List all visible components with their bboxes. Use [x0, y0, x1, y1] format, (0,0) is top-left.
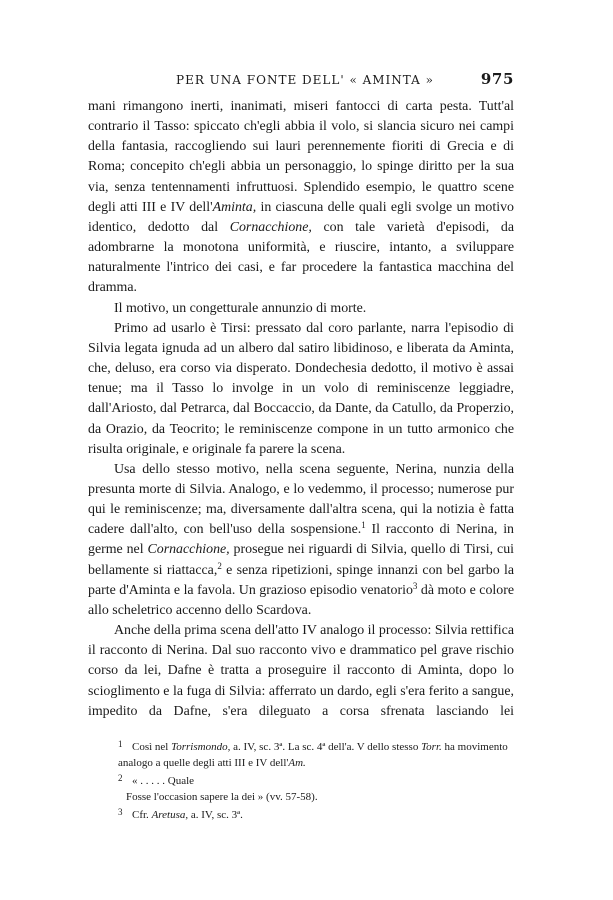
title-torrismondo: Torrismondo, [171, 741, 231, 753]
footnote-number: 1 [118, 739, 123, 749]
paragraph-1-text-a: mani rimangono inerti, inanimati, miseri fantocci di carta pesta. Tutt'al contrario il Tasso: spiccato ch'egli abbia il volo, si slancia sicuro nei campi della fantasia, raccogliendo sui lauri perennemente fioriti di Grecia e di Roma; concepito ch'egli abbia un personaggio, lo spinge diritto per la sua via, senza tentennamenti infruttuosi. Splendido esempio, le quattro scene degli atti III e IV dell' [88, 99, 514, 215]
paragraph-4-text-b: Il racconto di Nerina, in germe nel [88, 522, 514, 558]
footnote-1-text-a: Così nel [132, 741, 172, 753]
paragraph-3: Primo ad usarlo è Tirsi: pressato dal coro parlante, narra l'episodio di Silvia legata ignuda ad un albero dal satiro libidinoso, e liberata da Aminta, che, deluso, era corso via disperato. Dondechesia dedotto, il motivo è assai tenue; ma il Tasso lo involge in un volo di reminiscenze leggiadre, dall'Ariosto, dal Petrarca, dal Boccaccio, da Dante, da Catullo, da Properzio, da Orazio, da Teocrito; le reminiscenze compone in un tutto armonico che risulta originale, e originale fa parere la scena. [88, 320, 514, 457]
footnote-ref-1[interactable]: 1 [361, 520, 366, 531]
paragraph-4-text-d: e senza ripetizioni, spinge innanzi con bel garbo la parte d'Aminta e la favola. Un grazioso episodio venatorio [88, 562, 515, 598]
footnote-2-quote: Fosse l'occasion sapere la dei » (vv. 57-58). [126, 790, 318, 803]
footnote-3 [88, 805, 514, 824]
footnote-2-line-1: « . . . . . Quale [132, 775, 195, 787]
footnote-1 [88, 737, 514, 771]
paragraph-2: Il motivo, un congetturale annunzio di morte. [114, 300, 367, 316]
footnote-3-text-b: a. IV, sc. 3ª. [188, 809, 243, 821]
page-number: 975 [480, 70, 514, 88]
paragraph-1-text-c: con tale varietà d'episodi, da adombrarne la monotona uniformità, e riuscire, intanto, a sviluppare naturalmente l'intrico dei casi, e far procedere la fantastica macchina del dramma. [88, 219, 514, 296]
title-cornacchione-2: Cornacchione, [147, 542, 230, 558]
body-text [88, 97, 514, 722]
paragraph-4-text-e: dà moto e colore allo scheletrico accenno dello Scardova. [88, 582, 514, 618]
footnote-3-text-a: Cfr. [132, 809, 152, 821]
footnote-ref-2[interactable]: 2 [217, 560, 222, 571]
footnote-1-text-c: ha movimento analogo a quelle degli atti III e IV dell' [118, 741, 508, 769]
title-cornacchione: Cornacchione, [229, 219, 312, 235]
title-aretusa: Aretusa, [151, 809, 189, 821]
title-aminta: Aminta, [212, 199, 257, 215]
title-torr: Torr. [421, 741, 442, 753]
footnote-ref-3[interactable]: 3 [412, 580, 418, 591]
running-title: PER UNA FONTE DELL' « AMINTA » [176, 73, 434, 87]
footnote-number: 3 [118, 807, 123, 817]
paragraph-4 [88, 460, 514, 621]
footnote-2 [88, 771, 514, 790]
paragraph-5: Anche della prima scena dell'atto IV analogo il processo: Silvia rettifica il racconto di Nerina. Dal suo racconto vivo e drammatico pel grave rischio corso da lei, Dafne è tratta a proseguire il racconto di Aminta, dopo lo scioglimento e la fuga di Silvia: afferrato un dardo, egli s'era ferito a sangue, impedito da Dafne, s'era dileguato a corsa sfrenata lasciando lei [88, 623, 514, 719]
paragraph-4-text-a: Usa dello stesso motivo, nella scena seguente, Nerina, nunzia della presunta morte di Silvia. Analogo, e lo vedemmo, il processo; numerose pur qui le reminiscenze; ma, diversamente dall'altra scena, qui la notizia è fatta cadere dall'alto, con bell'uso della sospensione. [88, 461, 514, 538]
paragraph-1 [88, 97, 514, 299]
footnote-1-text-b: a. IV, sc. 3ª. La sc. 4ª dell'a. V dello stesso [230, 741, 422, 753]
page-header [88, 68, 514, 90]
footnotes [88, 737, 514, 824]
paragraph-4-text-c: prosegue nei riguardi di Silvia, quello di Tirsi, cui bellamente si riattacca, [88, 542, 514, 578]
title-am: Am. [288, 756, 306, 769]
paragraph-1-text-b: in ciascuna delle quali egli svolge un motivo identico, dedotto dal [88, 199, 514, 235]
footnote-number: 2 [118, 773, 123, 783]
